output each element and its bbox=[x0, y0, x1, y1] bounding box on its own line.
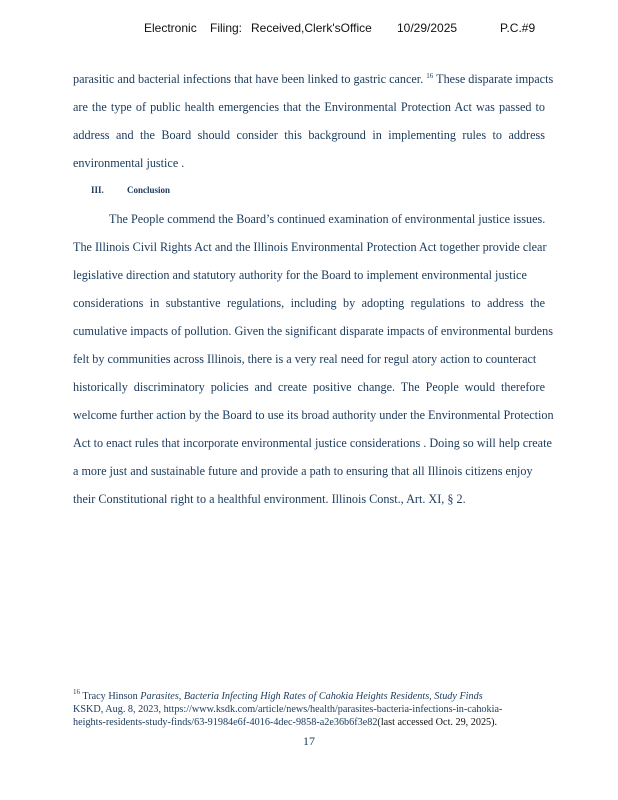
paragraph-line: The People commend the Board’s continued examination of environmental justice issues. bbox=[109, 212, 546, 226]
header-date: 10/29/2025 bbox=[397, 21, 458, 35]
paragraph-line: are the type of public health emergencies that the Environmental Protection Act was passed to bbox=[73, 100, 545, 114]
footnote-title: Parasites, Bacteria Infecting High Rates of Cahokia Heights Residents, Study Finds bbox=[140, 691, 483, 702]
header-filing: Filing: bbox=[210, 21, 243, 35]
paragraph-line: environmental justice . bbox=[73, 156, 185, 170]
footnote-url[interactable]: heights-residents-study-finds/63-91984e6f-4016-4dec-9858-a2e36b6f3e82 bbox=[73, 717, 378, 728]
line-text-tail: These disparate impacts bbox=[436, 72, 554, 86]
footnote bbox=[73, 686, 548, 729]
footnote-access-date: (last accessed Oct. 29, 2025). bbox=[377, 717, 498, 728]
header-pc-number: P.C.#9 bbox=[500, 21, 536, 35]
header-received: Received,Clerk'sOffice bbox=[251, 21, 372, 35]
footnote-reference: 16 bbox=[426, 72, 434, 80]
filing-header bbox=[0, 21, 618, 37]
paragraph-line: cumulative impacts of pollution. Given the significant disparate impacts of environmental burdens bbox=[73, 324, 553, 338]
paragraph-line bbox=[73, 72, 553, 87]
footnote-author: Tracy Hinson bbox=[82, 691, 138, 702]
paragraph-line: welcome further action by the Board to use its broad authority under the Environmental Protection bbox=[73, 408, 554, 422]
line-text: parasitic and bacterial infections that have been linked to gastric cancer. bbox=[73, 72, 424, 86]
footnote-line bbox=[73, 686, 548, 703]
paragraph-line: historically discriminatory policies and create positive change. The People would therefore bbox=[73, 380, 545, 394]
paragraph-line: Act to enact rules that incorporate environmental justice considerations . Doing so will help create bbox=[73, 436, 552, 450]
page-number: 17 bbox=[303, 734, 315, 748]
paragraph-line: felt by communities across Illinois, there is a very real need for regul atory action to counteract bbox=[73, 352, 537, 366]
paragraph-line: legislative direction and statutory authority for the Board to implement environmental justice bbox=[73, 268, 527, 282]
paragraph-line: address and the Board should consider this background in implementing rules to address bbox=[73, 128, 545, 142]
paragraph-line: a more just and sustainable future and provide a path to ensuring that all Illinois citizens enjoy bbox=[73, 464, 533, 478]
section-heading bbox=[91, 185, 170, 195]
header-electronic: Electronic bbox=[144, 21, 197, 35]
paragraph-line: their Constitutional right to a healthful environment. Illinois Const., Art. XI, § 2. bbox=[73, 492, 466, 506]
footnote-line: KSKD, Aug. 8, 2023, https://www.ksdk.com/article/news/health/parasites-bacteria-infections-in-cahokia- bbox=[73, 704, 503, 715]
section-number: III. bbox=[91, 185, 104, 195]
section-title: Conclusion bbox=[127, 185, 171, 195]
footnote-marker: 16 bbox=[73, 688, 80, 696]
paragraph-line: considerations in substantive regulations, including by adopting regulations to address the bbox=[73, 296, 545, 310]
paragraph-line: The Illinois Civil Rights Act and the Illinois Environmental Protection Act together provide clear bbox=[73, 240, 547, 254]
footnote-line bbox=[73, 716, 548, 729]
